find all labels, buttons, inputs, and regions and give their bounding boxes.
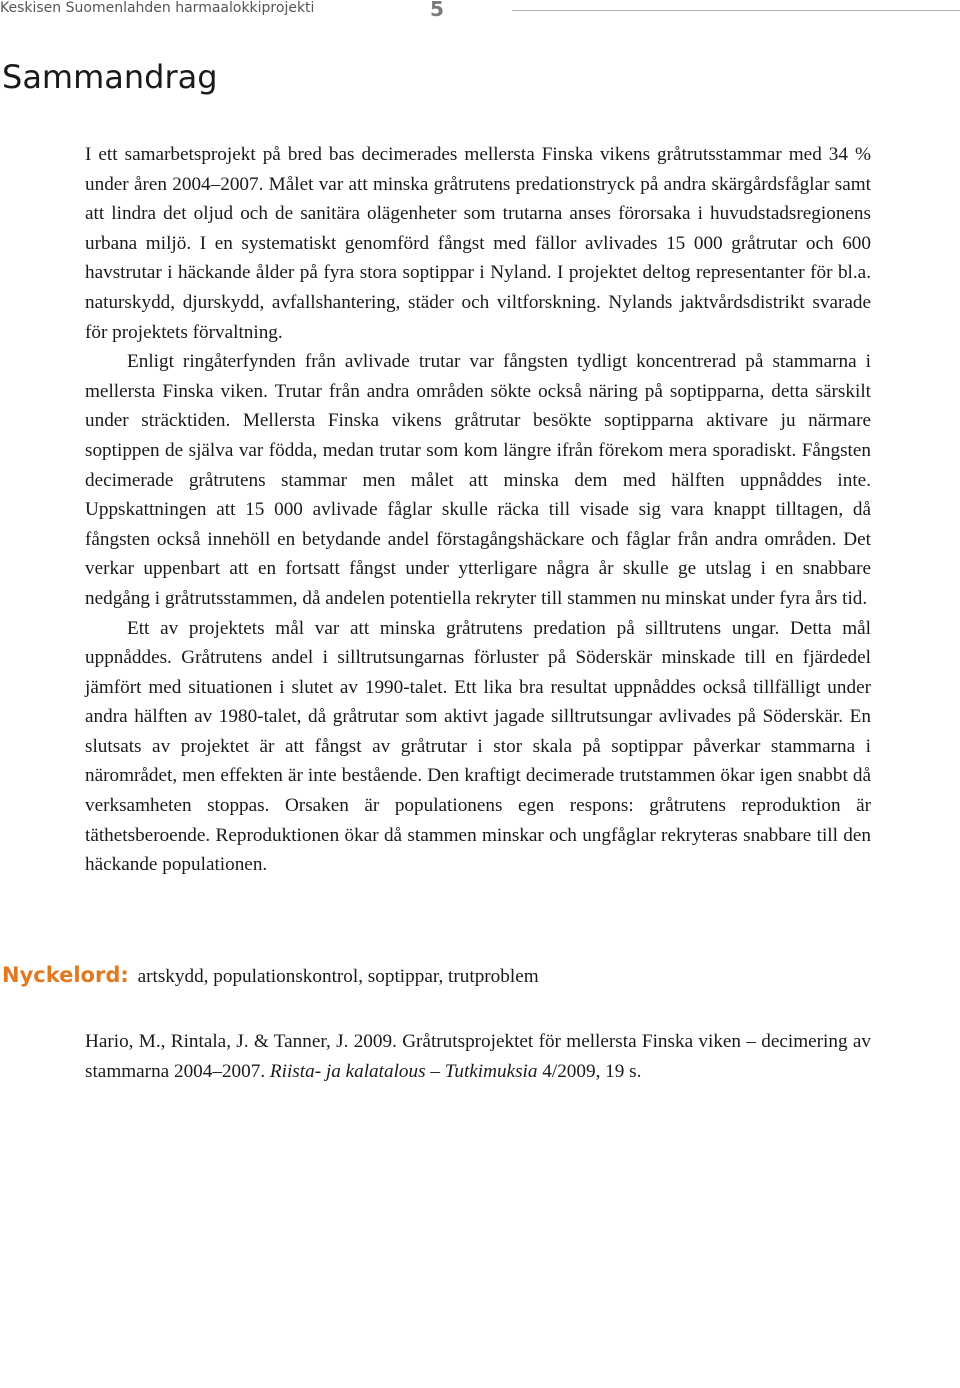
page-number: 5 [430, 0, 444, 21]
citation [85, 1027, 871, 1087]
summary-body [85, 140, 871, 880]
keywords-line [2, 960, 902, 992]
citation-series: Riista- ja kalatalous – Tutkimuksia [269, 1061, 538, 1082]
citation-issue: 4/2009, 19 s. [537, 1061, 642, 1082]
summary-paragraph-1: I ett samarbetsprojekt på bred bas decimerades mellersta Finska vikens gråtrutsstammar med 34 % under åren 2004–2007. Målet var att minska gråtrutens predationstryck på andra skärgårdsfåglar samt att lindra det oljud och de sanitära olägenheter som trutarna anses förorsaka i huvudstadsregionens urbana miljö. I en systematiskt genomförd fångst med fällor avlivades 15 000 gråtrutar och 600 havstrutar i häckande ålder på fyra stora soptippar i Nyland. I projektet deltog representanter för bl.a. naturskydd, djurskydd, avfallshantering, städer och viltforskning. Nylands jaktvårdsdistrikt svarade för projektets förvaltning. [85, 144, 871, 343]
summary-paragraph-3: Ett av projektets mål var att minska gråtrutens predation på silltrutens ungar. Detta mål uppnåddes. Gråtrutens andel i silltrutsungarnas förluster på Söderskär minskade till en fjärdedel jämfört med situationen i slutet av 1990-talet. Ett lika bra resultat uppnåddes också tillfälligt under andra hälften av 1980-talet, då gråtrutar som aktivt jagade silltrutsungar avlivades på Söderskär. En slutsats av projektet är att fångst av gråtrutar i stor skala på soptippar påverkar stammarna i närområdet, men effekten är inte bestående. Den kraftigt decimerade trutstammen ökar igen snabbt då verksamheten stoppas. Orsaken är populationens egen respons: gråtrutens reproduktion är täthetsberoende. Reproduktionen ökar då stammen minskar och ungfåglar rekryteras snabbare till den häckande populationen. [85, 617, 871, 876]
page-title: Sammandrag [2, 58, 218, 96]
citation-paragraph [85, 1027, 871, 1087]
running-title: Keskisen Suomenlahden harmaalokkiprojekti [0, 0, 315, 16]
header-rule [512, 10, 960, 11]
keywords-text: artskydd, populationskontrol, soptippar, trutproblem [137, 966, 539, 987]
summary-paragraph-2: Enligt ringåterfynden från avlivade trutar var fångsten tydligt koncentrerad på stammarna i mellersta Finska viken. Trutar från andra områden sökte också näring på soptipparna, detta särskilt under sträcktiden. Mellersta Finska vikens gråtrutar besökte soptipparna aktivare ju närmare soptippen de själva var födda, medan trutar som kom längre ifrån förekom mera sporadiskt. Fångsten decimerade gråtrutens stammar men målet att minska dem med hälften uppnåddes inte. Uppskattningen att 15 000 avlivade fåglar skulle räcka till visade sig vara knappt tilltagen, då fångsten också innehöll en betydande andel förstagångshäckare och fåglar från andra områden. Det verkar uppenbart att en fortsatt fångst under ytterligare några år skulle ge utslag i en snabbare nedgång i gråtrutsstammen, då andelen potentiella rekryter till stammen nu minskat under fyra års tid. [85, 351, 871, 609]
keywords-label: Nyckelord: [2, 963, 129, 987]
running-header [0, 0, 960, 22]
citation-authors: Hario, M., Rintala, J. & Tanner, J. 2009. Gråtrutsprojektet för mellersta Finska viken – decimering av stammarna 2004–2007. [85, 1031, 871, 1082]
